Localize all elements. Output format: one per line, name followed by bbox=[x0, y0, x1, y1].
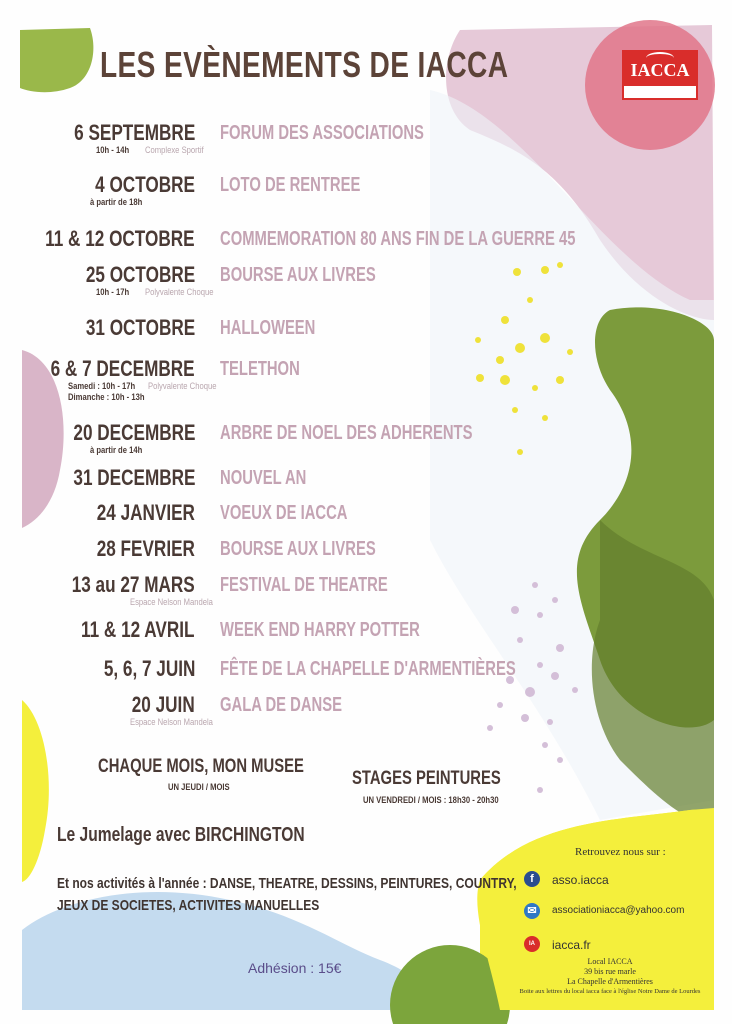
event-place: Espace Nelson Mandela bbox=[130, 717, 213, 727]
event-row bbox=[0, 420, 732, 455]
facebook-link[interactable]: asso.iacca bbox=[552, 873, 609, 887]
event-name: ARBRE DE NOEL DES ADHERENTS bbox=[220, 422, 473, 444]
activities-line-1: Et nos activités à l'année : DANSE, THEATRE, DESSINS, PEINTURES, COUNTRY, bbox=[57, 875, 517, 892]
monthly-museum-sub: UN JEUDI / MOIS bbox=[168, 782, 230, 792]
email-link[interactable]: associationiacca@yahoo.com bbox=[552, 905, 685, 916]
website-link[interactable]: iacca.fr bbox=[552, 938, 591, 952]
event-row bbox=[0, 536, 732, 566]
event-date: 20 DECEMBRE bbox=[72, 420, 195, 445]
event-date: 11 & 12 OCTOBRE bbox=[45, 226, 195, 251]
event-row bbox=[0, 356, 732, 402]
address-line-4: Boite aux lettres du local iacca face à l'église Notre Dame de Lourdes bbox=[519, 988, 701, 995]
event-date: 5, 6, 7 JUIN bbox=[103, 656, 195, 681]
event-date: 4 OCTOBRE bbox=[95, 172, 195, 197]
event-date: 6 & 7 DECEMBRE bbox=[51, 356, 195, 381]
stages-title: STAGES PEINTURES bbox=[352, 768, 501, 789]
stages-sub: UN VENDREDI / MOIS : 18h30 - 20h30 bbox=[363, 795, 499, 805]
event-time: à partir de 14h bbox=[90, 445, 143, 455]
event-row bbox=[0, 656, 732, 686]
event-row bbox=[0, 262, 732, 297]
event-row bbox=[0, 172, 732, 207]
event-time: à partir de 18h bbox=[90, 197, 143, 207]
logo-text: IACCA bbox=[630, 60, 690, 80]
event-name: COMMEMORATION 80 ANS FIN DE LA GUERRE 45 bbox=[220, 228, 576, 250]
event-row bbox=[0, 500, 732, 530]
event-time: 10h - 17h bbox=[96, 287, 130, 297]
event-name: TELETHON bbox=[220, 358, 300, 380]
address-line-2: 39 bis rue marle bbox=[584, 967, 636, 976]
event-date: 6 SEPTEMBRE bbox=[73, 120, 195, 145]
event-name: BOURSE AUX LIVRES bbox=[220, 538, 376, 560]
logo-tagline-band bbox=[624, 86, 696, 98]
address-line-1: Local IACCA bbox=[587, 957, 633, 966]
event-row bbox=[0, 226, 732, 256]
event-row bbox=[0, 572, 732, 607]
event-row bbox=[0, 120, 732, 155]
event-date: 25 OCTOBRE bbox=[85, 262, 195, 287]
email-icon: ✉ bbox=[524, 903, 540, 919]
monthly-museum-title: CHAQUE MOIS, MON MUSEE bbox=[98, 756, 304, 777]
event-name: WEEK END HARRY POTTER bbox=[220, 619, 420, 641]
event-row bbox=[0, 315, 732, 345]
event-date: 20 JUIN bbox=[132, 692, 195, 717]
facebook-icon: f bbox=[524, 871, 540, 887]
event-row bbox=[0, 692, 732, 727]
adhesion-text: Adhésion : 15€ bbox=[248, 960, 342, 976]
event-name: VOEUX DE IACCA bbox=[220, 502, 348, 524]
event-place: Polyvalente Choque bbox=[145, 287, 214, 297]
event-name: HALLOWEEN bbox=[220, 317, 316, 339]
address-line-3: La Chapelle d'Armentières bbox=[567, 977, 653, 986]
event-date: 13 au 27 MARS bbox=[71, 572, 195, 597]
event-name: FORUM DES ASSOCIATIONS bbox=[220, 122, 424, 144]
event-place: Complexe Sportif bbox=[145, 145, 204, 155]
event-date: 31 OCTOBRE bbox=[85, 315, 195, 340]
event-date: 24 JANVIER bbox=[96, 500, 195, 525]
event-date: 28 FEVRIER bbox=[96, 536, 195, 561]
event-row bbox=[0, 465, 732, 495]
event-name: LOTO DE RENTREE bbox=[220, 174, 361, 196]
web-logo-icon: IA bbox=[524, 936, 540, 952]
event-name: FESTIVAL DE THEATRE bbox=[220, 574, 388, 596]
event-name: NOUVEL AN bbox=[220, 467, 307, 489]
event-time: Samedi : 10h - 17h bbox=[68, 381, 136, 391]
event-date: 31 DECEMBRE bbox=[72, 465, 195, 490]
event-name: GALA DE DANSE bbox=[220, 694, 342, 716]
event-time-2: Dimanche : 10h - 13h bbox=[68, 392, 145, 402]
page-title: LES EVÈNEMENTS DE IACCA bbox=[100, 44, 509, 85]
event-place: Espace Nelson Mandela bbox=[130, 597, 213, 607]
iacca-logo bbox=[622, 50, 698, 100]
event-name: BOURSE AUX LIVRES bbox=[220, 264, 376, 286]
event-date: 11 & 12 AVRIL bbox=[81, 617, 195, 642]
event-name: FÊTE DE LA CHAPELLE D'ARMENTIÈRES bbox=[220, 658, 516, 680]
social-title: Retrouvez nous sur : bbox=[575, 846, 666, 858]
jumelage-text: Le Jumelage avec BIRCHINGTON bbox=[57, 824, 305, 846]
activities-line-2: JEUX DE SOCIETES, ACTIVITES MANUELLES bbox=[57, 897, 320, 914]
event-place: Polyvalente Choque bbox=[148, 381, 217, 391]
event-time: 10h - 14h bbox=[96, 145, 130, 155]
event-row bbox=[0, 617, 732, 647]
